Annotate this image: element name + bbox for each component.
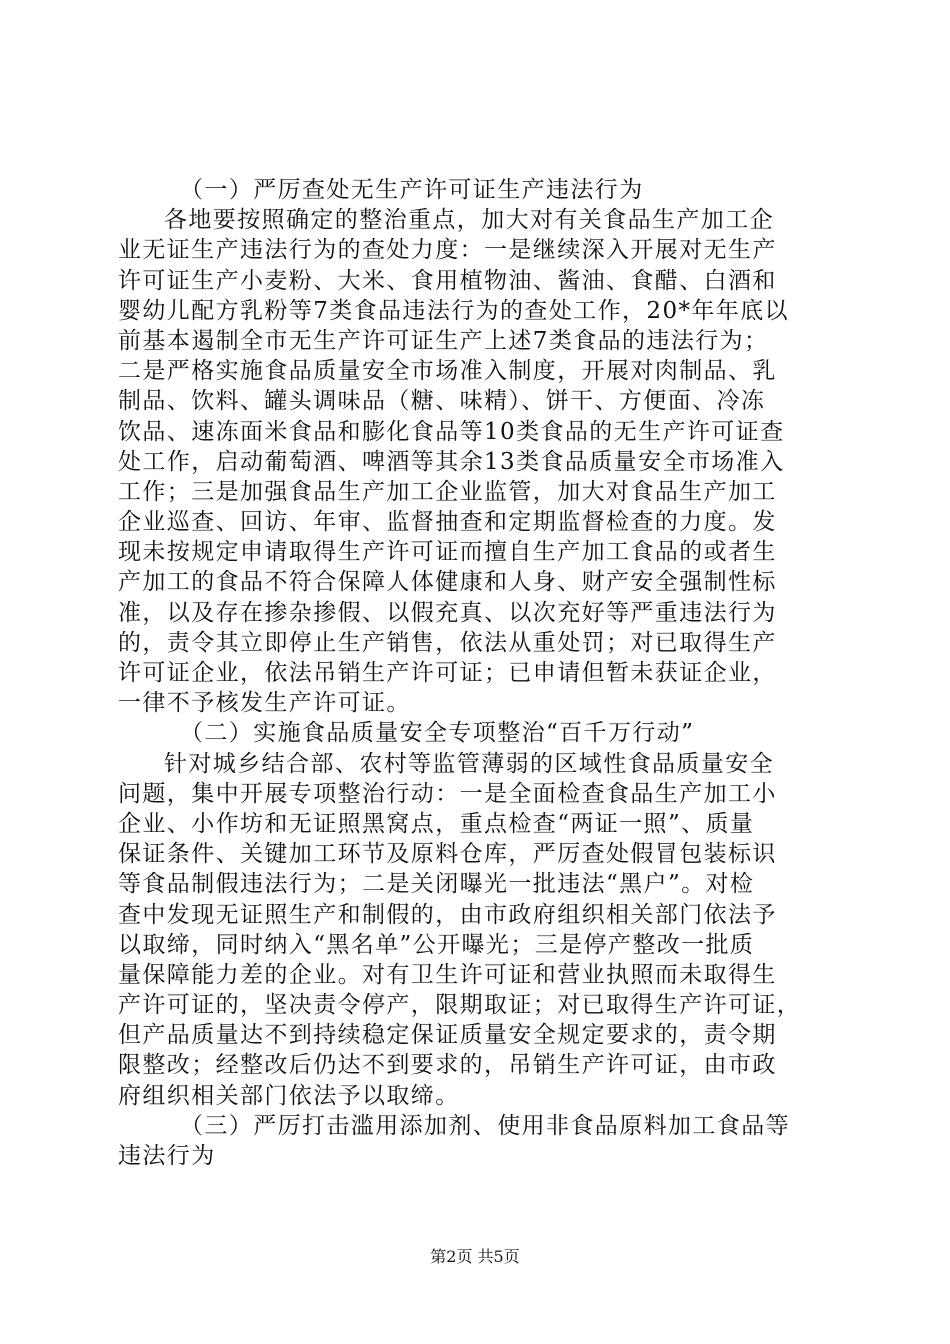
paragraph-line: 婴幼儿配方乳粉等7类食品违法行为的查处工作，20*年年底以	[118, 297, 789, 324]
paragraph-line: 许可证生产小麦粉、大米、食用植物油、酱油、食醋、白酒和	[118, 267, 777, 294]
paragraph-line: 各地要按照确定的整治重点，加大对有关食品生产加工企	[164, 207, 774, 234]
paragraph-line: 制品、饮料、罐头调味品（糖、味精）、饼干、方便面、冷冻	[118, 388, 766, 415]
page-number-footer: 第2页 共5页	[430, 1247, 520, 1266]
paragraph-line: 企业巡查、回访、年审、监督抽查和定期监督检查的力度。发	[118, 509, 777, 536]
section-heading-1: （一）严厉查处无生产许可证生产违法行为	[180, 177, 644, 203]
paragraph-line: 保证条件、关键加工环节及原料仓库，严厉查处假冒包装标识	[118, 841, 777, 868]
paragraph-line: 查中发现无证照生产和制假的，由市政府组织相关部门依法予	[118, 901, 777, 928]
paragraph-line: 现未按规定申请取得生产许可证而擅自生产加工食品的或者生	[118, 539, 777, 566]
paragraph-line: 以取缔，同时纳入“黑名单”公开曝光；三是停产整改一批质	[118, 931, 755, 958]
paragraph-line: 违法行为	[118, 1143, 216, 1169]
paragraph-line: 一律不予核发生产许可证。	[118, 690, 411, 717]
paragraph-line: 的，责令其立即停止生产销售，依法从重处罚；对已取得生产	[118, 629, 777, 656]
paragraph-line: 许可证企业，依法吊销生产许可证；已申请但暂未获证企业，	[118, 660, 777, 686]
section-heading-2: （二）实施食品质量安全专项整治“百千万行动”	[180, 720, 695, 747]
paragraph-line: 工作；三是加强食品生产加工企业监管，加大对食品生产加工	[118, 478, 777, 505]
paragraph-line: 量保障能力差的企业。对有卫生许可证和营业执照而未取得生	[118, 961, 777, 988]
paragraph-line: 产加工的食品不符合保障人体健康和人身、财产安全强制性标	[118, 569, 777, 596]
paragraph-line: 饮品、速冻面米食品和膨化食品等10类食品的无生产许可证查	[118, 418, 785, 445]
paragraph-line: 准，以及存在掺杂掺假、以假充真、以次充好等严重违法行为	[118, 599, 777, 626]
paragraph-line: 限整改；经整改后仍达不到要求的，吊销生产许可证，由市政	[118, 1052, 777, 1079]
paragraph-line: 府组织相关部门依法予以取缔。	[118, 1082, 460, 1109]
paragraph-line: 问题，集中开展专项整治行动：一是全面检查食品生产加工小	[118, 780, 777, 807]
section-heading-3: （三）严厉打击滥用添加剂、使用非食品原料加工食品等	[180, 1112, 790, 1139]
paragraph-line: 企业、小作坊和无证照黑窝点，重点检查“两证一照”、质量	[118, 810, 755, 837]
paragraph-line: 处工作，启动葡萄酒、啤酒等其余13类食品质量安全市场准入	[118, 448, 785, 475]
paragraph-line: 等食品制假违法行为；二是关闭曝光一批违法“黑户”。对检	[118, 871, 755, 898]
paragraph-line: 二是严格实施食品质量安全市场准入制度，开展对肉制品、乳	[118, 358, 777, 385]
paragraph-line: 前基本遏制全市无生产许可证生产上述7类食品的违法行为；	[118, 327, 769, 354]
paragraph-line: 针对城乡结合部、农村等监管薄弱的区域性食品质量安全	[164, 750, 774, 777]
paragraph-line: 但产品质量达不到持续稳定保证质量安全规定要求的，责令期	[118, 1022, 777, 1049]
paragraph-line: 业无证生产违法行为的查处力度：一是继续深入开展对无生产	[118, 237, 777, 264]
document-body	[118, 175, 832, 1171]
paragraph-line: 产许可证的，坚决责令停产，限期取证；对已取得生产许可证，	[118, 992, 802, 1019]
